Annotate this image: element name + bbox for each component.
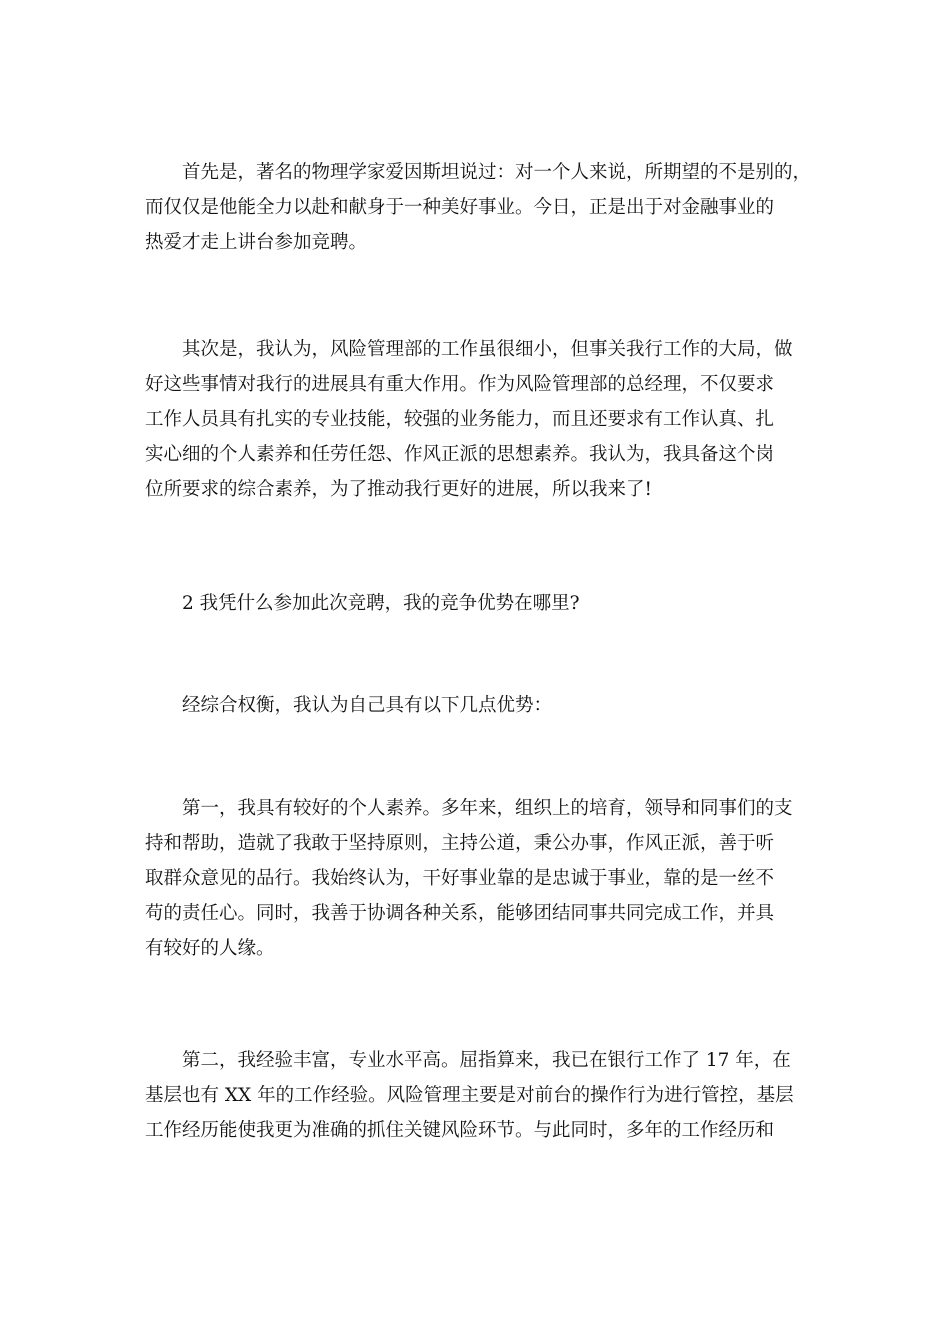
paragraph-line: 好这些事情对我行的进展具有重大作用。作为风险管理部的总经理，不仅要求 [145, 374, 775, 395]
paragraph-einstein-quote [145, 155, 825, 260]
paragraph-line: 基层也有 XX 年的工作经验。风险管理主要是对前台的操作行为进行管控，基层 [145, 1085, 794, 1106]
paragraph-risk-management [145, 332, 825, 507]
paragraph-line: 热爱才走上讲台参加竞聘。 [145, 232, 368, 253]
paragraph-line: 取群众意见的品行。我始终认为，干好事业靠的是忠诚于事业，靠的是一丝不 [145, 868, 775, 889]
paragraph-line: 经综合权衡，我认为自己具有以下几点优势： [145, 695, 553, 716]
paragraph-line: 工作人员具有扎实的专业技能，较强的业务能力，而且还要求有工作认真、扎 [145, 409, 775, 430]
section-heading-question [145, 586, 825, 621]
paragraph-line: 而仅仅是他能全力以赴和献身于一种美好事业。今日，正是出于对金融事业的 [145, 197, 775, 218]
paragraph-line: 实心细的个人素养和任劳任怨、作风正派的思想素养。我认为，我具备这个岗 [145, 444, 775, 465]
paragraph-line: 第二，我经验丰富，专业水平高。屈指算来，我已在银行工作了 17 年，在 [145, 1050, 791, 1071]
paragraph-advantages-intro [145, 688, 825, 723]
paragraph-line: 位所要求的综合素养，为了推动我行更好的进展，所以我来了! [145, 479, 652, 500]
paragraph-line: 第一，我具有较好的个人素养。多年来，组织上的培育，领导和同事们的支 [145, 798, 793, 819]
paragraph-first-advantage [145, 791, 825, 966]
paragraph-line: 持和帮助，造就了我敢于坚持原则，主持公道，秉公办事，作风正派，善于听 [145, 833, 775, 854]
paragraph-line: 首先是，著名的物理学家爱因斯坦说过：对一个人来说，所期望的不是别的， [145, 162, 812, 183]
paragraph-line: 2 我凭什么参加此次竞聘，我的竞争优势在哪里? [145, 593, 580, 614]
paragraph-line: 有较好的人缘。 [145, 938, 275, 959]
paragraph-line: 其次是，我认为，风险管理部的工作虽很细小，但事关我行工作的大局，做 [145, 339, 793, 360]
paragraph-second-advantage [145, 1043, 825, 1148]
paragraph-line: 工作经历能使我更为准确的抓住关键风险环节。与此同时，多年的工作经历和 [145, 1120, 775, 1141]
paragraph-line: 苟的责任心。同时，我善于协调各种关系，能够团结同事共同完成工作，并具 [145, 903, 775, 924]
